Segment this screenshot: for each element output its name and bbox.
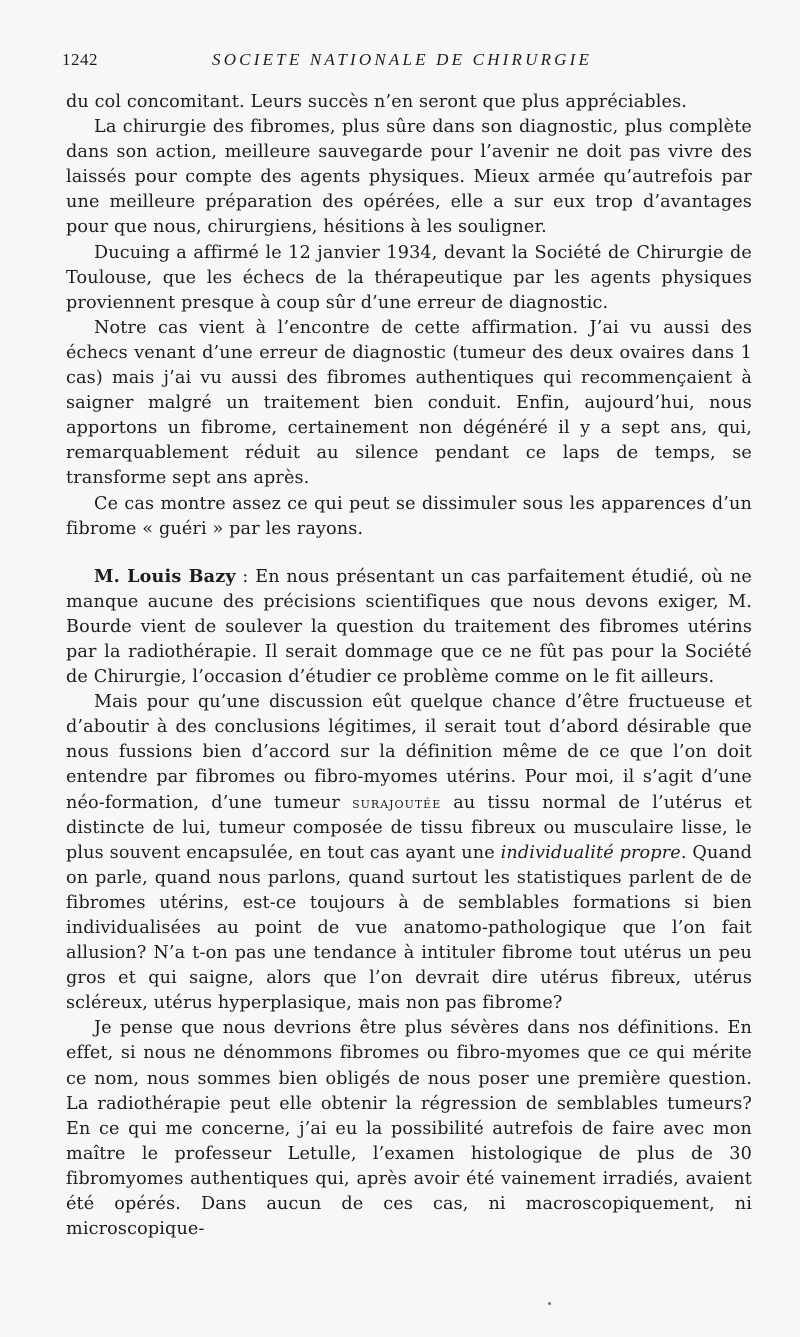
italic-term: individualité propre xyxy=(500,842,681,863)
running-title: SOCIETE NATIONALE DE CHIRURGIE xyxy=(212,50,593,69)
small-caps-term: surajoutée xyxy=(352,793,442,812)
page-number: 1242 xyxy=(62,50,98,69)
paragraph-2: La chirurgie des fibromes, plus sûre dans son diagnostic, plus complète dans son action, meilleure sauvegarde pour l’avenir ne doit pas vivre des laissés pour compte des agents physiques. Mieux armée qu’autrefois par une meilleure préparation des opérées, elle a sur eux trop d’avantages pour que nous, chirurgiens, hésitions à les souligner. xyxy=(66,117,752,238)
paragraph-6 xyxy=(66,564,752,690)
paragraph-6-text: : En nous présentant un cas parfaitement étudié, où ne manque aucune des précisions scientifiques que nous devons exiger, M. Bourde vient de soulever la question du traitement des fibromes utérins par la radiothérapie. Il serait dommage que ce ne fût pas pour la Société de Chirurgie, l’occasion d’étudier ce problème comme on le fit ailleurs. xyxy=(66,566,752,688)
paragraph-1: du col concomitant. Leurs succès n’en seront que plus appréciables. xyxy=(66,92,688,112)
paragraph-7 xyxy=(66,690,752,1016)
paper-speck xyxy=(548,1302,551,1305)
paragraph-7-part-c: . Quand on parle, quand nous parlons, quand surtout les statistiques parlent de de fibromes utérins, est-ce toujours à de semblables formations si bien individualisées au point de vue anatomo-pathologique que l’on fait allusion? N’a t-on pas une tendance à intituler fibrome tout utérus un peu gros et qui saigne, alors que l’on devrait dire utérus fibreux, utérus scléreux, utérus hyperplasique, mais non pas fibrome? xyxy=(66,842,752,1014)
text-body xyxy=(66,90,752,1242)
paragraph-7-part-a: Mais pour qu’une discussion eût quelque chance d’être fructueuse et d’aboutir à des conclusions légitimes, il serait tout d’abord désirable que nous fussions bien d’accord sur la définition même de ce que l’on doit entendre par fibromes ou fibro-myomes utérins. Pour moi, il s’agit d’une néo-formation, d’une tumeur xyxy=(66,692,752,813)
paragraph-8: Je pense que nous devrions être plus sévères dans nos définitions. En effet, si nous ne dénommons fibromes ou fibro-myomes que ce qui mérite ce nom, nous sommes bien obligés de nous poser une première question. La radiothérapie peut elle obtenir la régression de semblables tumeurs? En ce qui me concerne, j’ai eu la possibilité autrefois de faire avec mon maître le professeur Letulle, l’examen histologique de plus de 30 fibromyomes authentiques qui, après avoir été vainement irradiés, avaient été opérés. Dans aucun de ces cas, ni macroscopiquement, ni microscopique- xyxy=(66,1018,752,1240)
paragraph-3: Ducuing a affirmé le 12 janvier 1934, devant la Société de Chirurgie de Toulouse, que les échecs de la thérapeutique par les agents physiques proviennent presque à coup sûr d’une erreur de diagnostic. xyxy=(66,242,752,313)
speaker-name: M. Louis Bazy xyxy=(94,565,236,587)
page-header xyxy=(62,50,752,76)
paragraph-4: Notre cas vient à l’encontre de cette affirmation. J’ai vu aussi des échecs venant d’une erreur de diagnostic (tumeur des deux ovaires dans 1 cas) mais j’ai vu aussi des fibromes authentiques qui recommençaient à saigner malgré un traitement bien conduit. Enfin, aujourd’hui, nous apportons un fibrome, certainement non dégénéré il y a sept ans, qui, remarquablement réduit au silence pendant ce laps de temps, se transforme sept ans après. xyxy=(66,317,752,489)
paragraph-7-part-b: au tissu normal de l’utérus et distincte de lui, tumeur composée de tissu fibreux ou musculaire lisse, le plus souvent encapsulée, en tout cas ayant une xyxy=(66,792,752,863)
paragraph-5: Ce cas montre assez ce qui peut se dissimuler sous les apparences d’un fibrome « guéri » par les rayons. xyxy=(66,493,752,539)
